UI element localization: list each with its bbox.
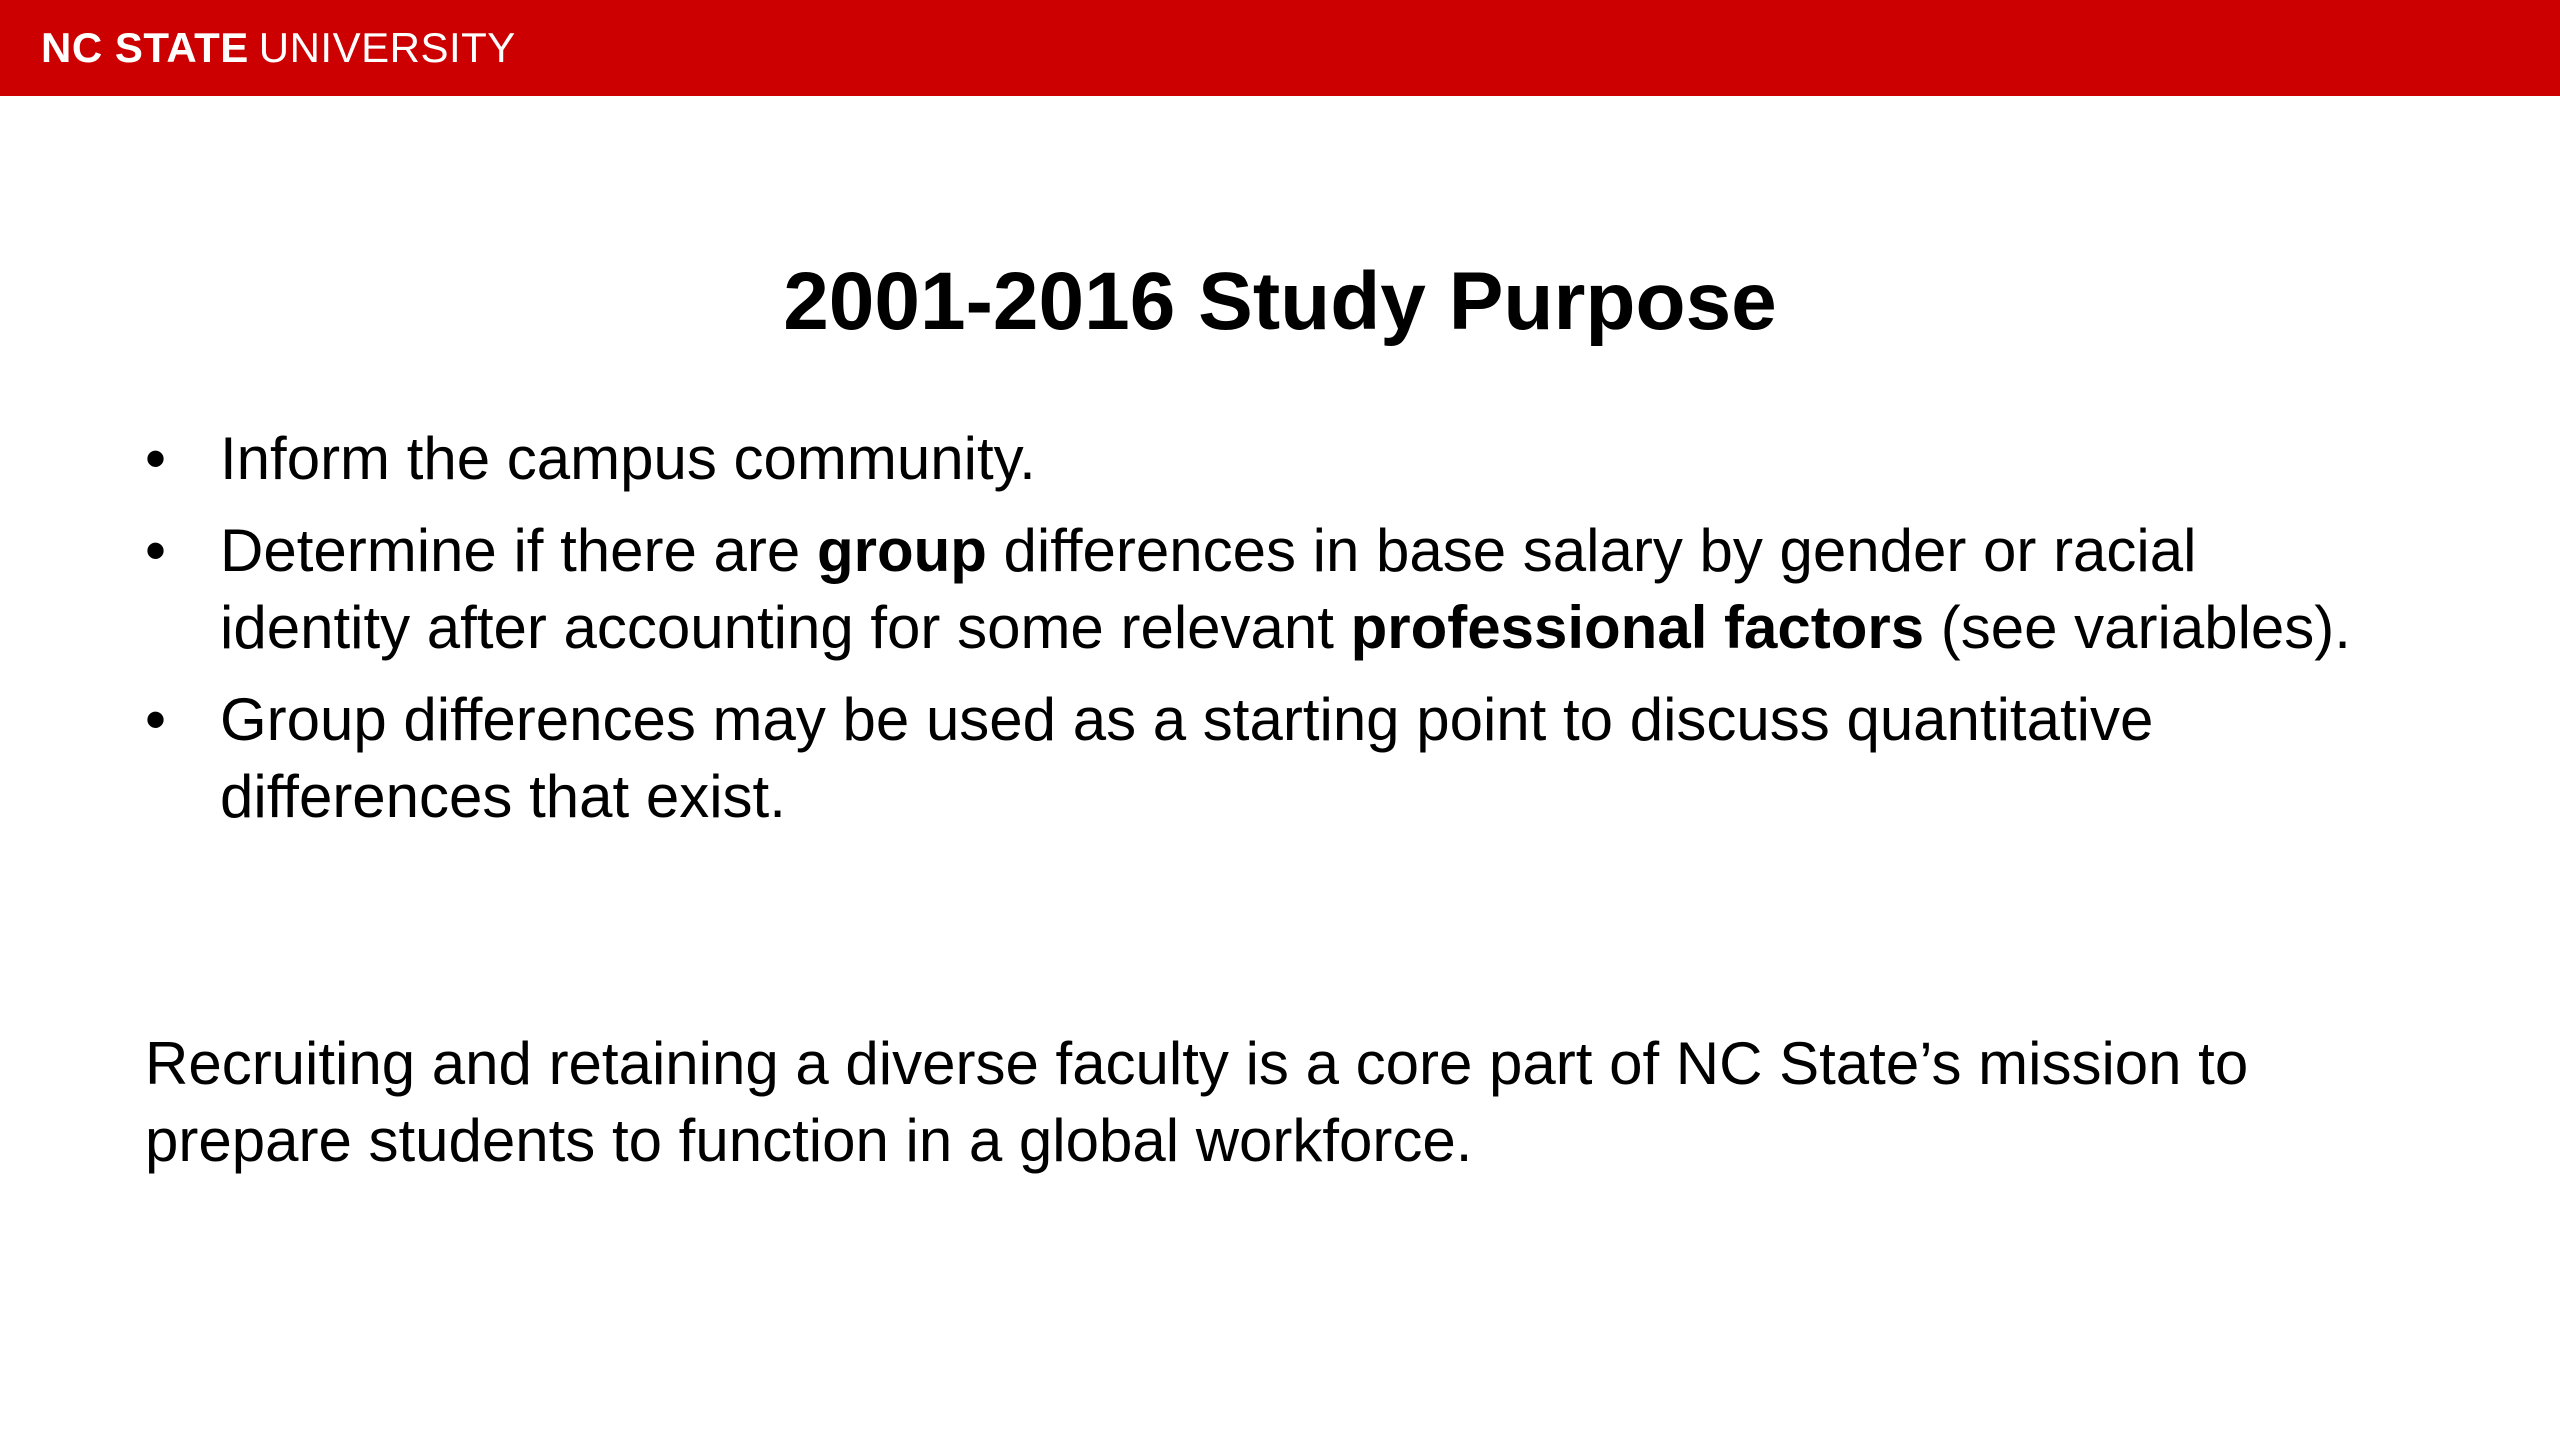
study-purpose-bullet-list <box>145 420 2385 850</box>
bold-term-group: group <box>816 517 987 584</box>
bullet-text-part: (see variables). <box>1924 594 2351 661</box>
bullet-text-part: Determine if there are <box>220 517 817 584</box>
slide-title: 2001-2016 Study Purpose <box>783 256 1777 347</box>
bullet-text: Group differences may be used as a starting point to discuss quantitative differences that exist. <box>220 686 2154 830</box>
university-header-bar <box>0 0 2560 96</box>
bold-term-professional-factors: professional factors <box>1350 594 1925 661</box>
bullet-marker: • <box>145 517 167 584</box>
bullet-item-group-differences <box>145 512 2385 666</box>
mission-paragraph: Recruiting and retaining a diverse faculty is a core part of NC State’s mission to prepare students to function in a global workforce. <box>145 1030 2249 1174</box>
logo-university-text: UNIVERSITY <box>258 24 516 71</box>
bullet-text <box>220 517 2351 661</box>
bullet-marker: • <box>145 425 167 492</box>
bullet-text: Inform the campus community. <box>220 425 1036 492</box>
nc-state-university-logo <box>41 0 516 96</box>
bullet-text-part: differences in base salary by gender or racial identity after accounting for some relevant <box>220 517 2197 661</box>
bullet-marker: • <box>145 686 167 753</box>
logo-nc-state-text: NC STATE <box>41 24 249 71</box>
bullet-item-inform-community <box>145 420 2385 497</box>
bullet-item-starting-point <box>145 681 2385 835</box>
